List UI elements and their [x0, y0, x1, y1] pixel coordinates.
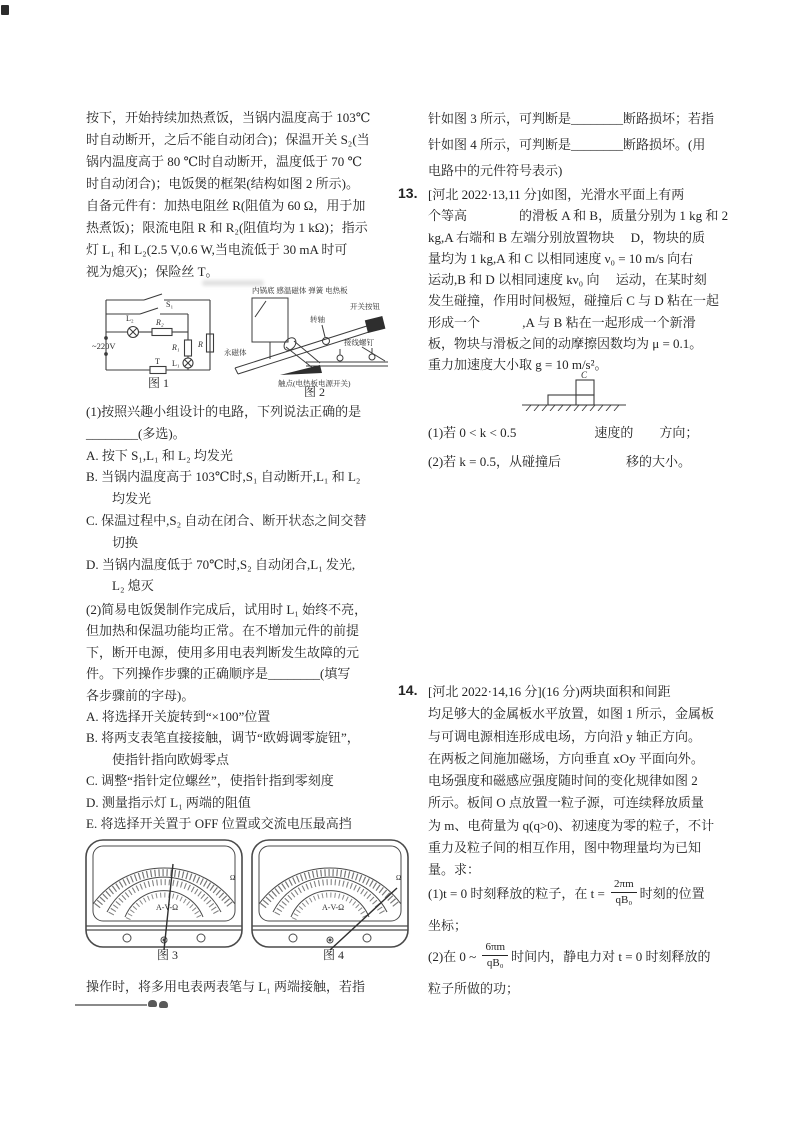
text-segment: 时间内，静电力对 t = 0 时刻释放的 [511, 949, 711, 964]
text-line: 重力及粒子间的相互作用，图中物理量均为已知 [428, 840, 702, 856]
text-line: B. 当锅内温度高于 103℃时,S₁ 自动断开,L₁ 和 L₂ [86, 469, 361, 485]
question-14-text [428, 681, 720, 882]
cooker-figure [222, 285, 402, 397]
figure4-caption: 图 4 [323, 948, 345, 962]
label-contact: 触点(电热板电源开关) [278, 379, 351, 388]
dial-label: A-V-Ω [156, 903, 179, 912]
scan-rule-artifact [75, 1004, 147, 1006]
text-line: 时自动闭合)；电饭煲的框架(结构如图 2 所示)。 [86, 176, 359, 191]
text-line: 切换 [86, 534, 139, 550]
fraction: $\frac{6\pi m}{\text{qB₀}}$ [482, 941, 508, 969]
figure1-caption: 图 1 [148, 376, 170, 390]
text-line: 发生碰撞，作用时间极短，碰撞后 C 与 D 粘在一起 [428, 293, 720, 309]
text-line: 均发光 [86, 491, 152, 507]
question-12-part1 [86, 401, 404, 597]
text-line: 与可调电源相连形成电场，方向沿 y 轴正方向。 [428, 728, 702, 744]
label-pivot: 转轴 [310, 315, 325, 324]
text-line: C. 保温过程中,S₂ 自动在闭合、断开状态之间交替 [86, 512, 367, 528]
text-line: 但加热和保温功能均正常。在不增加元件的前提 [86, 623, 360, 639]
label-top-parts: 内锅底 感温磁体 弹簧 电热板 [252, 286, 348, 295]
text-line: 所示。板间 O 点放置一粒子源，可连续释放质量 [428, 795, 704, 811]
block-c-label: C [581, 370, 588, 380]
text-line: 针如图 4 所示，可判断是________断路损坏。(用 [428, 137, 706, 152]
text-line: 热煮饭)；限流电阻 R 和 R₂(阻值均为 1 kΩ)；指示 [86, 220, 368, 235]
text-line: B. 将两支表笔直接接触，调节“欧姆调零旋钮”， [86, 730, 360, 746]
text-line: 量均为 1 kg,A 和 C 以相同速度 ν₀ = 10 m/s 向右 [428, 250, 694, 266]
label-magnet: 永磁体 [224, 348, 247, 357]
label-fuse: T [155, 357, 160, 366]
text-line: 量。求： [428, 862, 481, 878]
text-line: 针如图 3 所示，可判断是________断路损坏；若指 [428, 111, 715, 126]
label-r: R [198, 340, 203, 349]
text-line: C. 调整“指针定位螺丝”，使指针指到零刻度 [86, 773, 334, 789]
question-13 [398, 184, 729, 376]
text-line: A. 将选择开关旋转到“×100”位置 [86, 709, 271, 725]
label-screws: 接线螺钉 [344, 338, 374, 347]
text-line: (2)若 k = 0.5，从碰撞后 移的大小。 [428, 454, 691, 469]
text-line: 使指针指向欧姆零点 [86, 751, 230, 767]
text-line: 电路中的元件符号表示) [428, 163, 563, 178]
text-line: 件。下列操作步骤的正确顺序是________(填写 [86, 666, 351, 682]
question-13-parts [428, 418, 720, 476]
circuit-figure [92, 292, 222, 390]
text-segment: (1)t = 0 时刻释放的粒子，在 t = [428, 886, 609, 901]
text-line: E. 将选择开关置于 OFF 位置或交流电压最高挡 [86, 816, 352, 832]
text-line: [河北 2022·13,11 分]如图，光滑水平面上有两 [428, 187, 685, 202]
text-line: ________(多选)。 [86, 425, 186, 441]
question-12-part2 [86, 599, 404, 834]
question-14-number: 14. [398, 682, 418, 698]
multimeter-figure-3 [84, 838, 244, 962]
text-segment: (2)在 0 ~ [428, 949, 480, 964]
text-line: 个等高 的滑板 A 和 B，质量分别为 1 kg 和 2 [428, 208, 729, 224]
text-line: 下，断开电源，使用多用电表判断发生故障的元 [86, 644, 360, 660]
text-line: kg,A 右端和 B 左端分别放置物块 D，物块的质 [428, 229, 705, 245]
text-line: D. 当锅内温度低于 70℃时,S₂ 自动闭合,L₁ 发光, [86, 556, 356, 572]
ohm-label: Ω [396, 874, 402, 882]
text-line: (1)若 0 < k < 0.5 速度的 方向； [428, 425, 699, 440]
text-line: 视为熄灭)；保险丝 T。 [86, 264, 219, 279]
text-line: 时自动断开，之后不能自动闭合)；保温开关 S₂(当 [86, 132, 370, 147]
label-supply: ~220V [92, 341, 116, 351]
text-line: 各步骤前的字母)。 [86, 687, 195, 703]
label-l1: L₁ [172, 359, 180, 368]
question-13-text [428, 184, 729, 376]
fraction: $\frac{2\pi m}{\text{qB₀}}$ [611, 878, 637, 906]
text-line: L₂ 熄灭 [86, 578, 154, 594]
figure2-caption: 图 2 [304, 385, 326, 397]
text-line: A. 按下 S₁,L₁ 和 L₂ 均发光 [86, 447, 233, 463]
text-line: 坐标； [428, 917, 468, 933]
tail-text-line: 操作时，将多用电表两表笔与 L₁ 两端接触，若指 [86, 979, 365, 994]
question-13-number: 13. [398, 185, 418, 201]
label-switch-button: 开关按钮 [350, 302, 380, 311]
text-line: 锅内温度高于 80 ℃时自动断开，温度低于 70 ℃ [86, 154, 363, 169]
text-segment: 时刻的位置 [639, 886, 705, 901]
text-line: 按下，开始持续加热煮饭，当锅内温度高于 103℃ [86, 110, 371, 125]
scan-dot-artifact [159, 1001, 168, 1008]
text-line: 均足够大的金属板水平放置，如图 1 所示，金属板 [428, 706, 715, 722]
text-line [428, 874, 728, 911]
text-line: 形成一个 ,A 与 B 粘在一起形成一个新滑 [428, 314, 696, 330]
label-r1: R₁ [172, 343, 180, 352]
text-line: [河北 2022·14,16 分](16 分)两块面积和间距 [428, 684, 671, 699]
label-l2: L₂ [126, 314, 134, 323]
question-12-continuation [428, 106, 720, 184]
text-line: 重力加速度大小取 g = 10 m/s²。 [428, 357, 608, 373]
question-14-parts [428, 874, 728, 1000]
text-line: (1)按照兴趣小组设计的电路，下列说法正确的是 [86, 404, 362, 419]
text-line: 在两板之间施加磁场，方向垂直 xOy 平面向外。 [428, 750, 704, 766]
text-line: 粒子所做的功； [428, 980, 520, 996]
paragraph-intro [86, 107, 404, 283]
question-14 [398, 681, 720, 882]
text-line: D. 测量指示灯 L₁ 两端的阻值 [86, 794, 251, 810]
sliders-figure [520, 369, 630, 411]
text-line: 电场强度和磁感应强度随时间的变化规律如图 2 [428, 773, 698, 789]
figure3-caption: 图 3 [157, 948, 179, 962]
label-r2: R₂ [156, 318, 164, 327]
dial-label: A-V-Ω [322, 903, 345, 912]
text-line: 灯 L₁ 和 L₂(2.5 V,0.6 W,当电流低于 30 mA 时可 [86, 242, 348, 257]
label-s1: S₁ [166, 300, 174, 309]
text-line: 自备元件有：加热电阻丝 R(阻值为 60 Ω，用于加 [86, 198, 366, 213]
text-line [428, 937, 728, 974]
multimeter-figure-4 [250, 838, 410, 962]
scan-dot-artifact [148, 1000, 157, 1007]
text-line: 运动,B 和 D 以相同速度 kν₀ 向 运动，在某时刻 [428, 272, 707, 288]
text-line: 板，物块与滑板之间的动摩擦因数均为 μ = 0.1。 [428, 336, 703, 352]
text-line: 为 m、电荷量为 q(q>0)、初速度为零的粒子，不计 [428, 817, 715, 833]
scan-corner-artifact [1, 5, 9, 15]
ohm-label: Ω [230, 874, 236, 882]
text-line: (2)简易电饭煲制作完成后，试用时 L₁ 始终不亮， [86, 602, 368, 617]
